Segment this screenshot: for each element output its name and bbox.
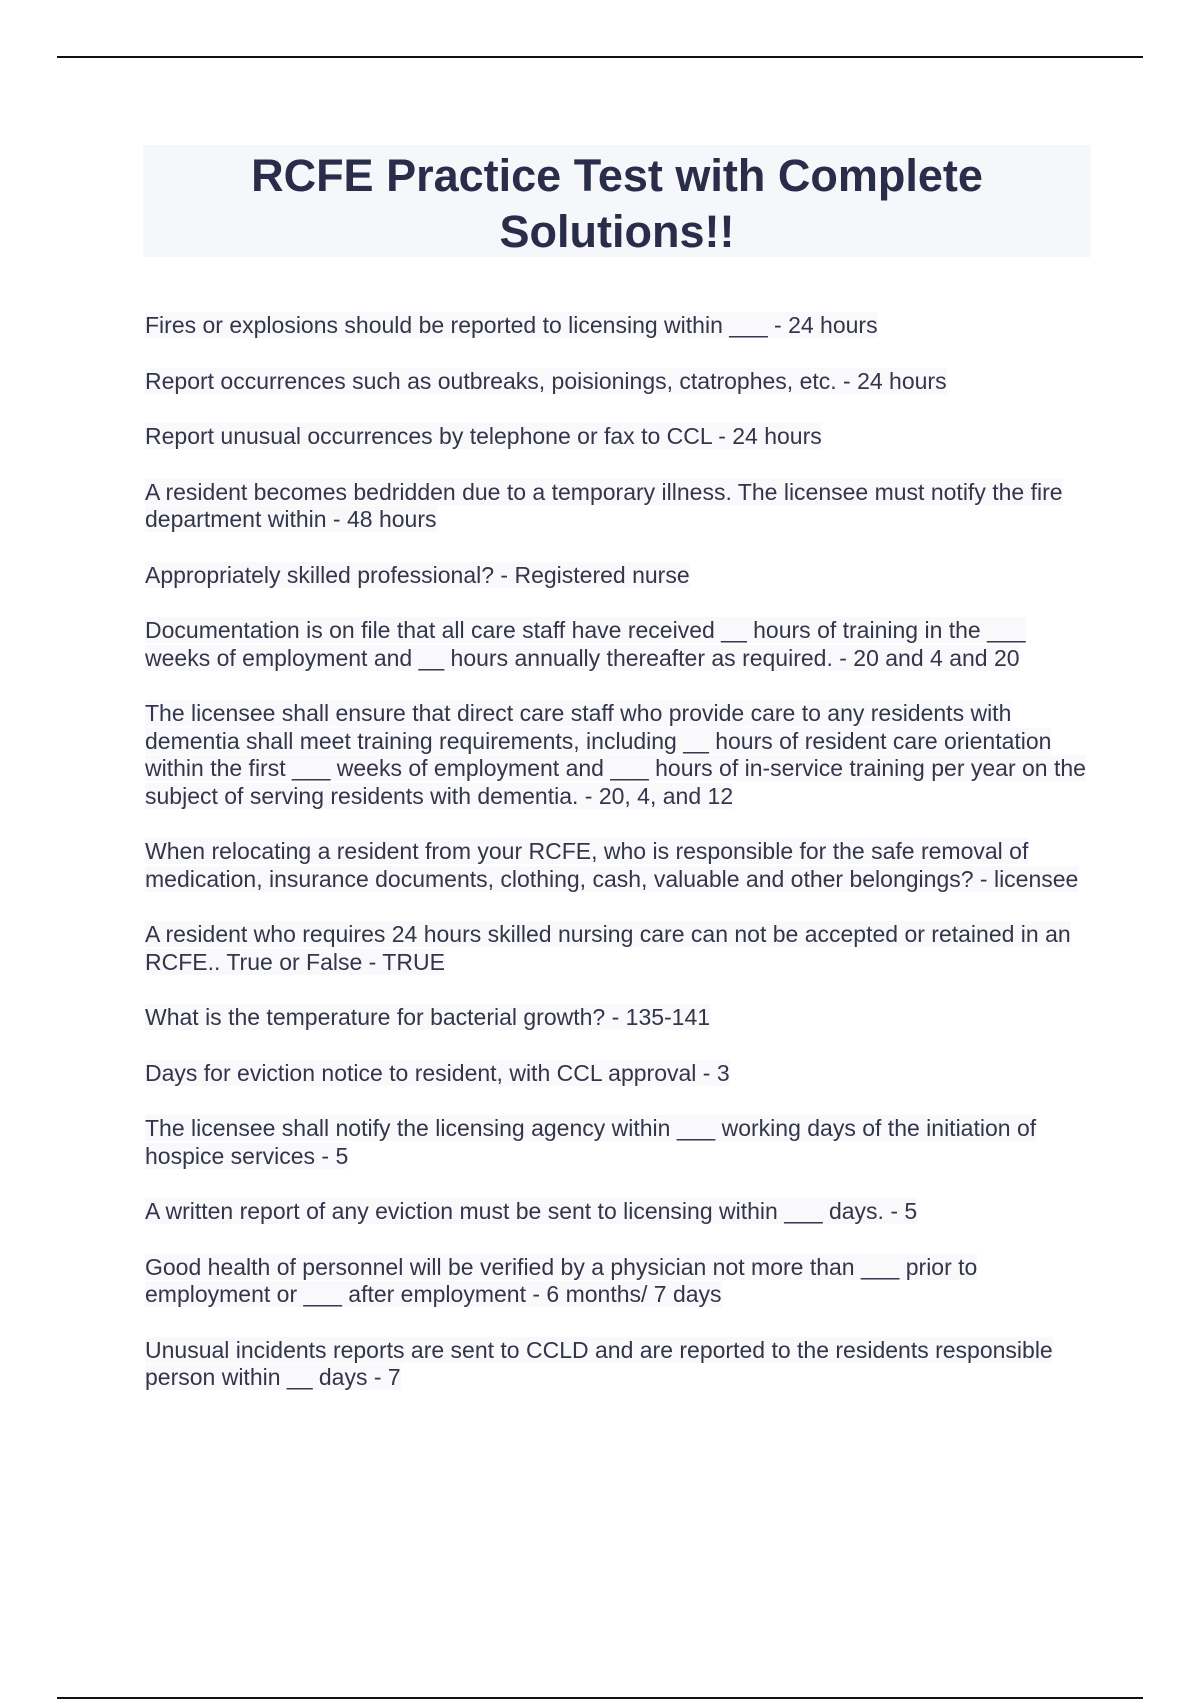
bottom-rule — [57, 1697, 1143, 1699]
qa-item: What is the temperature for bacterial growth? - 135-141 — [145, 1004, 711, 1030]
qa-item: A resident becomes bedridden due to a temporary illness. The licensee must notify the fire department within - 48 hours — [145, 478, 1063, 532]
title-banner — [143, 145, 1091, 257]
qa-item: Documentation is on file that all care staff have received __ hours of training in the ___ weeks of employment and __ hours annually thereafter as required. - 20 and 4 and 20 — [145, 617, 1026, 671]
qa-item: The licensee shall notify the licensing agency within ___ working days of the initiation of hospice services - 5 — [145, 1115, 1037, 1169]
document-title-line-1: RCFE Practice Test with Complete — [251, 150, 983, 201]
qa-item: A resident who requires 24 hours skilled nursing care can not be accepted or retained in an RCFE.. True or False - TRUE — [145, 921, 1071, 975]
document-title-line-2: Solutions!! — [499, 206, 735, 257]
qa-item: Unusual incidents reports are sent to CCLD and are reported to the residents responsible person within __ days - 7 — [145, 1336, 1053, 1390]
question-answer-list — [145, 312, 1095, 1420]
qa-item: A written report of any eviction must be sent to licensing within ___ days. - 5 — [145, 1198, 918, 1224]
document-title — [143, 145, 1091, 260]
top-rule — [57, 56, 1143, 58]
qa-item: Appropriately skilled professional? - Registered nurse — [145, 561, 690, 588]
qa-item: Report occurrences such as outbreaks, poisionings, ctatrophes, etc. - 24 hours — [145, 367, 947, 394]
qa-item: Report unusual occurrences by telephone or fax to CCL - 24 hours — [145, 423, 822, 449]
qa-item: Good health of personnel will be verified by a physician not more than ___ prior to employment or ___ after employment - 6 months/ 7 days — [145, 1253, 978, 1307]
qa-item: The licensee shall ensure that direct care staff who provide care to any residents with dementia shall meet training requirements, including __ hours of resident care orientation within the first ___ weeks of employment and ___ hours of in-service training per year on the subject of serving residents with dementia. - 20, 4, and 12 — [145, 700, 1086, 809]
qa-item: Days for eviction notice to resident, with CCL approval - 3 — [145, 1059, 730, 1086]
qa-item: When relocating a resident from your RCFE, who is responsible for the safe removal of medication, insurance documents, clothing, cash, valuable and other belongings? - licensee — [145, 838, 1079, 892]
qa-item: Fires or explosions should be reported to licensing within ___ - 24 hours — [145, 312, 878, 338]
